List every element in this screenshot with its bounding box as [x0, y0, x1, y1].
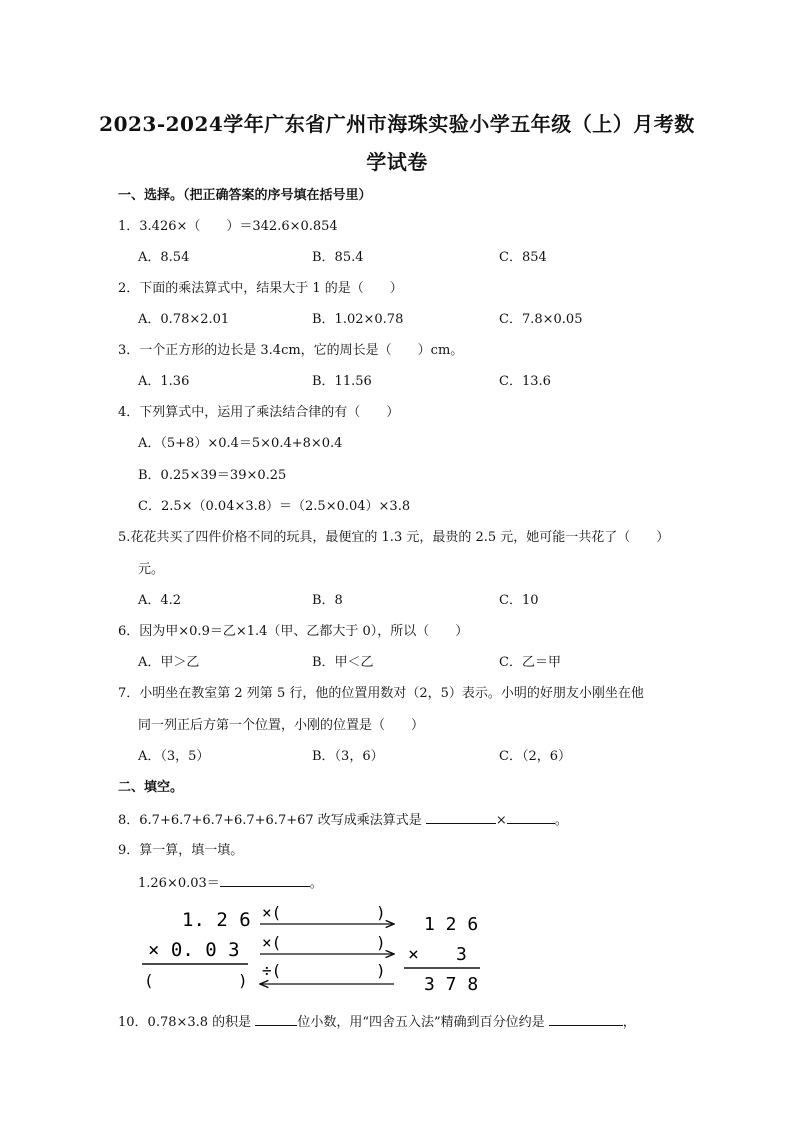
question-3-option-b: B．11.56 — [312, 374, 372, 389]
question-7-option-c: C．（2，6） — [499, 749, 571, 764]
question-10-stem: 10．0.78×3.8 的积是 — [118, 1015, 252, 1030]
question-4-stem: 4．下列算式中，运用了乘法结合律的有（ ） — [118, 405, 400, 420]
question-1-option-c: C．854 — [499, 250, 547, 265]
question-8 — [118, 811, 568, 829]
question-10 — [118, 1013, 636, 1031]
question-8-times: × — [495, 813, 507, 828]
question-1-option-a: A．8.54 — [138, 250, 190, 265]
question-9-stem: 9．算一算，填一填。 — [118, 843, 244, 858]
left-multiplicand: 1. 2 6 — [182, 909, 251, 931]
arrow-3-close[interactable]: ) — [376, 961, 386, 980]
section-fill-heading: 二、填空。 — [118, 780, 184, 795]
section-choice-heading: 一、选择。（把正确答案的序号填在括号里） — [118, 188, 372, 203]
question-7-option-b: B．（3，6） — [312, 749, 384, 764]
question-2-option-b: B．1.02×0.78 — [312, 312, 404, 327]
arrow-1-label: ×( — [262, 903, 282, 922]
arrow-2-close[interactable]: ) — [376, 933, 386, 952]
question-4-option-c: C．2.5×（0.04×3.8）＝（2.5×0.04）×3.8 — [138, 499, 411, 514]
question-3-option-c: C．13.6 — [499, 374, 551, 389]
question-1-option-b: B．85.4 — [312, 250, 364, 265]
question-5-stem: 5.花花共买了四件价格不同的玩具，最便宜的 1.3 元，最贵的 2.5 元，她可能一共花了（ ） — [118, 530, 670, 545]
right-product: 3 7 8 — [424, 974, 479, 995]
arrow-2-label: ×( — [262, 933, 282, 952]
question-2-option-c: C．7.8×0.05 — [499, 312, 583, 327]
question-9-end: 。 — [309, 876, 323, 891]
question-7-stem-continued: 同一列正后方第一个位置，小刚的位置是（ ） — [138, 718, 425, 733]
question-1-stem: 1．3.426×（ ）＝342.6×0.854 — [118, 219, 338, 234]
left-result-open-paren: ( — [144, 971, 154, 990]
question-2-stem: 2．下面的乘法算式中，结果大于 1 的是（ ） — [118, 281, 403, 296]
question-8-blank-1[interactable] — [426, 811, 496, 824]
question-4-option-b: B．0.25×39＝39×0.25 — [138, 468, 287, 483]
question-9-expr: 1.26×0.03＝ — [138, 876, 220, 891]
left-result-close-paren[interactable]: ) — [238, 971, 248, 990]
question-5-stem-continued: 元。 — [138, 562, 165, 577]
right-multiplicand: 1 2 6 — [424, 914, 479, 935]
exam-title-line2: 学试卷 — [366, 150, 428, 174]
question-5-option-a: A．4.2 — [138, 593, 182, 608]
question-3-stem: 3．一个正方形的边长是 3.4cm，它的周长是（ ）cm。 — [118, 343, 464, 358]
right-multiplier: 3 — [456, 944, 467, 965]
question-10-end: ， — [622, 1015, 636, 1030]
arrow-3-label: ÷( — [262, 961, 282, 980]
question-2-option-a: A．0.78×2.01 — [138, 312, 230, 327]
question-6-option-c: C．乙＝甲 — [499, 655, 561, 670]
question-10-blank-2[interactable] — [549, 1013, 623, 1026]
question-4-option-a: A．（5+8）×0.4＝5×0.4+8×0.4 — [138, 436, 343, 451]
right-multiply-sign: × — [408, 944, 419, 965]
question-3-option-a: A．1.36 — [138, 374, 190, 389]
question-7-stem: 7．小明坐在教室第 2 列第 5 行，他的位置用数对（2，5）表示。小明的好朋友小刚坐在他 — [118, 686, 644, 701]
question-10-blank-1[interactable] — [255, 1013, 297, 1026]
question-8-end: 。 — [554, 813, 568, 828]
question-6-stem: 6．因为甲×0.9＝乙×1.4（甲、乙都大于 0），所以（ ） — [118, 624, 469, 639]
left-multiplier: × 0. 0 3 — [148, 939, 240, 961]
question-5-option-b: B．8 — [312, 593, 343, 608]
question-9-expression — [138, 874, 323, 892]
question-6-option-a: A．甲＞乙 — [138, 655, 200, 670]
question-8-stem: 8．6.7+6.7+6.7+6.7+6.7+67 改写成乘法算式是 — [118, 813, 422, 828]
question-10-mid: 位小数，用“四舍五入法”精确到百分位约是 — [297, 1015, 545, 1030]
arrow-1-close[interactable]: ) — [376, 903, 386, 922]
multiplication-diagram — [140, 898, 482, 996]
question-7-option-a: A．（3，5） — [138, 749, 210, 764]
question-8-blank-2[interactable] — [507, 811, 555, 824]
question-6-option-b: B．甲＜乙 — [312, 655, 374, 670]
question-5-option-c: C．10 — [499, 593, 539, 608]
exam-title-line1: 2023-2024学年广东省广州市海珠实验小学五年级（上）月考数 — [99, 112, 695, 136]
question-9-blank[interactable] — [220, 874, 310, 887]
